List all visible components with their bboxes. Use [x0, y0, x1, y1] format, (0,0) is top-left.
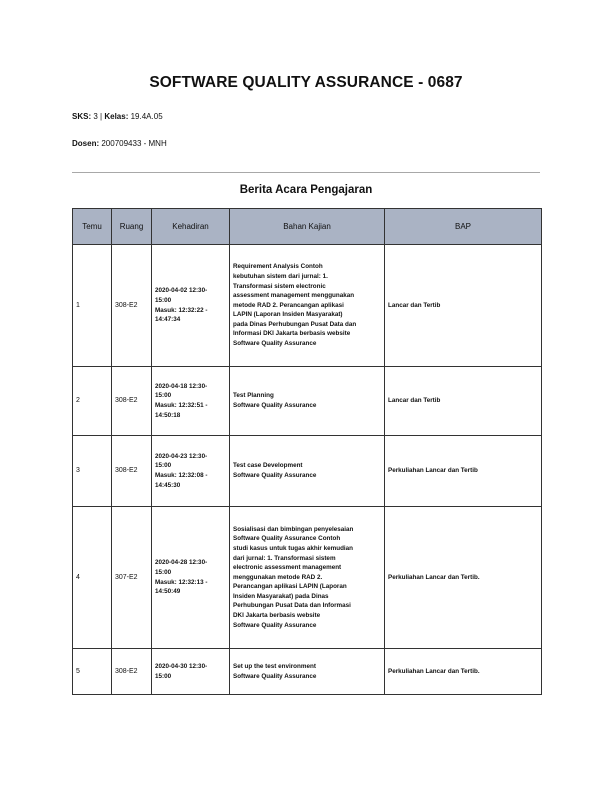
kehadiran-line: Masuk: 12:32:13 - [155, 578, 208, 586]
bahan-kajian-line: electronic assessment management [233, 564, 342, 572]
table-header-row [73, 209, 542, 245]
table-row [73, 436, 542, 507]
bahan-kajian-line: Perhubungan Pusat Data dan Informasi [233, 602, 351, 610]
cell-kehadiran [152, 245, 230, 367]
bahan-kajian-line: Sosialisasi dan bimbingan penyelesaian [233, 525, 354, 533]
table-row [73, 507, 542, 649]
lecturer-meta-line [72, 139, 167, 148]
bahan-kajian-line: kebutuhan sistem dari jurnal: 1. [233, 272, 328, 280]
bahan-kajian-line: Insiden Masyarakat) pada Dinas [233, 592, 329, 600]
sks-value: 3 [93, 112, 98, 121]
kehadiran-line: 2020-04-30 12:30- [155, 662, 208, 670]
cell-ruang: 308-E2 [112, 245, 152, 367]
kehadiran-line: 15:00 [155, 296, 172, 304]
kehadiran-line: 2020-04-18 12:30- [155, 382, 208, 390]
bahan-kajian-line: Software Quality Assurance [233, 621, 317, 629]
header-temu: Temu [73, 209, 112, 245]
kehadiran-line: Masuk: 12:32:22 - [155, 306, 208, 314]
table-row [73, 649, 542, 695]
bahan-kajian-line: menggunakan metode RAD 2. [233, 573, 323, 581]
cell-temu: 2 [73, 367, 112, 436]
bahan-kajian-line: dari jurnal: 1. Transformasi sistem [233, 554, 336, 562]
cell-bahan-kajian [230, 507, 385, 649]
bahan-kajian-line: Software Quality Assurance [233, 340, 317, 348]
bahan-kajian-line: DKI Jakarta berbasis website [233, 612, 321, 620]
kehadiran-line: 14:47:34 [155, 316, 181, 324]
cell-bap: Lancar dan Tertib [385, 245, 542, 367]
kehadiran-line: 2020-04-02 12:30- [155, 287, 208, 295]
bahan-kajian-line: metode RAD 2. Perancangan aplikasi [233, 301, 344, 309]
kehadiran-line: 14:50:18 [155, 411, 181, 419]
cell-kehadiran [152, 507, 230, 649]
bahan-kajian-line: Test case Development [233, 462, 303, 470]
cell-bahan-kajian [230, 245, 385, 367]
kehadiran-line: 14:50:49 [155, 588, 181, 596]
cell-temu: 1 [73, 245, 112, 367]
header-kehadiran: Kehadiran [152, 209, 230, 245]
cell-kehadiran [152, 436, 230, 507]
kehadiran-line: 2020-04-28 12:30- [155, 559, 208, 567]
page-title: SOFTWARE QUALITY ASSURANCE - 0687 [149, 74, 463, 91]
kehadiran-line: 2020-04-23 12:30- [155, 452, 208, 460]
kelas-label: Kelas: [104, 112, 129, 121]
bahan-kajian-line: Perancangan aplikasi LAPIN (Laporan [233, 583, 347, 591]
kehadiran-line: 15:00 [155, 672, 172, 680]
kehadiran-line: 15:00 [155, 568, 172, 576]
section-title: Berita Acara Pengajaran [239, 184, 373, 196]
bahan-kajian-line: Software Quality Assurance [233, 472, 317, 479]
cell-bap: Lancar dan Tertib [385, 367, 542, 436]
bahan-kajian-line: Requirement Analysis Contoh [233, 263, 323, 271]
cell-temu: 5 [73, 649, 112, 695]
header-bap: BAP [385, 209, 542, 245]
cell-ruang: 307-E2 [112, 507, 152, 649]
bahan-kajian-line: assessment management menggunakan [233, 292, 355, 300]
header-ruang: Ruang [112, 209, 152, 245]
kelas-value: 19.4A.05 [130, 112, 163, 121]
meta-separator: | [100, 112, 103, 121]
cell-bap: Perkuliahan Lancar dan Tertib. [385, 649, 542, 695]
divider [72, 172, 540, 173]
cell-ruang: 308-E2 [112, 649, 152, 695]
course-meta-line [72, 112, 163, 121]
cell-bap: Perkuliahan Lancar dan Tertib [385, 436, 542, 507]
cell-bahan-kajian [230, 649, 385, 695]
bahan-kajian-line: pada Dinas Perhubungan Pusat Data dan [233, 320, 357, 328]
teaching-record-table [72, 208, 542, 695]
bahan-kajian-line: Set up the test environment [233, 662, 316, 670]
cell-kehadiran [152, 649, 230, 695]
bahan-kajian-line: Transformasi sistem electronic [233, 282, 326, 290]
bahan-kajian-line: studi kasus untuk tugas akhir kemudian [233, 544, 354, 552]
bahan-kajian-line: Software Quality Assurance Contoh [233, 535, 341, 543]
kehadiran-line: 15:00 [155, 462, 172, 470]
cell-ruang: 308-E2 [112, 436, 152, 507]
bahan-kajian-line: LAPIN (Laporan Insiden Masyarakat) [233, 311, 343, 319]
dosen-label: Dosen: [72, 139, 100, 148]
bahan-kajian-line: Test Planning [233, 392, 274, 400]
cell-kehadiran [152, 367, 230, 436]
table-row [73, 367, 542, 436]
cell-temu: 3 [73, 436, 112, 507]
cell-ruang: 308-E2 [112, 367, 152, 436]
bahan-kajian-line: Software Quality Assurance [233, 672, 317, 680]
dosen-value: 200709433 - MNH [101, 139, 167, 148]
table-row [73, 245, 542, 367]
bahan-kajian-line: Informasi DKI Jakarta berbasis website [233, 330, 351, 338]
kehadiran-line: 14:45:30 [155, 481, 181, 489]
kehadiran-line: 15:00 [155, 392, 172, 400]
cell-bap: Perkuliahan Lancar dan Tertib. [385, 507, 542, 649]
bahan-kajian-line: Software Quality Assurance [233, 402, 317, 409]
kehadiran-line: Masuk: 12:32:51 - [155, 402, 208, 409]
kehadiran-line: Masuk: 12:32:08 - [155, 472, 208, 479]
cell-bahan-kajian [230, 367, 385, 436]
cell-bahan-kajian [230, 436, 385, 507]
sks-label: SKS: [72, 112, 92, 121]
header-bahan-kajian: Bahan Kajian [230, 209, 385, 245]
cell-temu: 4 [73, 507, 112, 649]
